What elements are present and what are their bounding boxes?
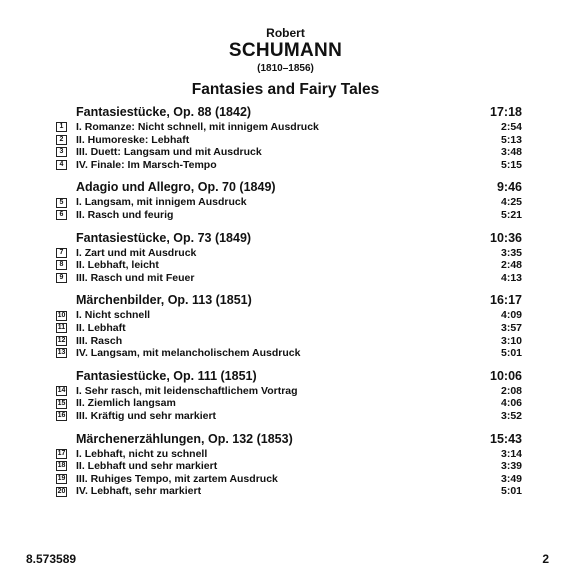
track-title: IV. Langsam, mit melancholischem Ausdruck: [76, 347, 301, 360]
track-number-box: 4: [56, 160, 67, 170]
track-number-box: 18: [57, 462, 66, 470]
track-title: III. Duett: Langsam und mit Ausdruck: [76, 146, 262, 159]
track-row: [56, 385, 522, 398]
track-duration: 5:13: [500, 133, 522, 146]
track-title: II. Rasch und feurig: [76, 208, 174, 221]
work-total-duration: 15:43: [490, 431, 522, 446]
track-number-box: 12: [57, 336, 66, 344]
track-number-box: 6: [56, 210, 67, 220]
album-title: Fantasies and Fairy Tales: [191, 81, 380, 98]
composer-first-name: Robert: [266, 26, 305, 40]
track-number-box: 1: [56, 122, 67, 132]
album-header: [0, 26, 571, 100]
track-row: [56, 485, 522, 498]
track-row: [56, 397, 522, 410]
work-heading: [76, 291, 522, 309]
track-duration: 5:01: [500, 347, 522, 360]
track-number-box: 9: [56, 273, 67, 283]
work-title: Märchenerzählungen, Op. 132 (1853): [76, 431, 293, 446]
track-duration: 5:01: [500, 485, 522, 498]
work-title: Fantasiestücke, Op. 88 (1842): [76, 105, 252, 119]
work-total-duration: 10:06: [490, 368, 522, 383]
track-title: II. Ziemlich langsam: [76, 397, 176, 410]
track-duration: 2:48: [500, 259, 522, 272]
track-title: II. Lebhaft und sehr markiert: [76, 460, 218, 473]
composer-dates: (1810–1856): [257, 63, 314, 74]
track-duration: 4:25: [500, 196, 522, 209]
track-number-box: 3: [56, 147, 67, 157]
work-section: [56, 367, 522, 423]
track-title: IV. Lebhaft, sehr markiert: [76, 485, 202, 498]
track-title: I. Nicht schnell: [76, 309, 151, 322]
track-row: [56, 272, 522, 285]
track-number-box: 16: [57, 412, 66, 420]
work-total-duration: 9:46: [496, 180, 522, 195]
track-title: III. Kräftig und sehr markiert: [76, 409, 217, 422]
track-row: [56, 460, 522, 473]
track-number-box: 10: [57, 311, 66, 319]
track-duration: 3:49: [500, 472, 522, 485]
track-number-box: 19: [57, 474, 66, 482]
track-title: I. Langsam, mit innigem Ausdruck: [76, 196, 247, 209]
track-number-box: 15: [57, 399, 66, 407]
track-row: [56, 134, 522, 147]
track-row: [56, 335, 522, 348]
track-number-box: 7: [56, 248, 67, 258]
track-duration: 5:21: [500, 208, 522, 221]
catalog-number: 8.573589: [26, 552, 77, 566]
track-row: [56, 347, 522, 360]
track-row: [56, 259, 522, 272]
work-title: Fantasiestücke, Op. 73 (1849): [76, 230, 252, 245]
track-title: II. Lebhaft: [76, 321, 126, 334]
work-heading: [76, 229, 522, 247]
track-title: I. Lebhaft, nicht zu schnell: [76, 447, 208, 460]
track-duration: 3:39: [500, 460, 522, 473]
track-row: [56, 159, 522, 172]
track-duration: 4:13: [500, 271, 522, 284]
work-title: Fantasiestücke, Op. 111 (1851): [76, 368, 257, 383]
track-number-box: 17: [57, 449, 66, 457]
work-heading: [76, 367, 522, 385]
track-title: IV. Finale: Im Marsch-Tempo: [76, 158, 217, 171]
track-number-box: 13: [57, 349, 66, 357]
track-row: [56, 209, 522, 222]
track-duration: 5:15: [500, 158, 522, 171]
track-title: III. Ruhiges Tempo, mit zartem Ausdruck: [76, 472, 278, 485]
track-number-box: 11: [57, 324, 66, 332]
track-row: [56, 121, 522, 134]
track-title: I. Sehr rasch, mit leidenschaftlichem Vortrag: [76, 384, 298, 397]
track-number-box: 14: [57, 387, 66, 395]
work-total-duration: 10:36: [490, 230, 522, 245]
track-title: III. Rasch und mit Feuer: [76, 271, 195, 284]
track-duration: 3:35: [500, 246, 522, 259]
track-row: [56, 448, 522, 461]
track-duration: 3:52: [500, 409, 522, 422]
track-number-box: 20: [57, 487, 66, 495]
work-section: [56, 229, 522, 285]
track-title: III. Rasch: [76, 334, 123, 347]
track-row: [56, 410, 522, 423]
track-duration: 3:10: [500, 334, 522, 347]
track-duration: 2:54: [500, 121, 522, 133]
composer-last-name: SCHUMANN: [228, 40, 343, 61]
work-heading: [76, 430, 522, 448]
track-row: [56, 322, 522, 335]
track-row: [56, 309, 522, 322]
track-duration: 4:09: [500, 309, 522, 322]
track-duration: 2:08: [500, 384, 522, 397]
track-number-box: 2: [56, 135, 67, 145]
track-number-box: 5: [56, 198, 67, 208]
track-title: I. Zart und mit Ausdruck: [76, 246, 197, 259]
track-row: [56, 247, 522, 260]
work-heading: [76, 178, 522, 196]
track-duration: 4:06: [500, 397, 522, 410]
work-section: [56, 291, 522, 359]
track-duration: 3:57: [500, 321, 522, 334]
track-row: [56, 146, 522, 159]
page-number: 2: [542, 552, 549, 566]
work-title: Adagio und Allegro, Op. 70 (1849): [76, 180, 276, 195]
work-section: [56, 103, 522, 171]
work-heading: [76, 103, 522, 121]
track-row: [56, 196, 522, 209]
work-section: [56, 430, 522, 498]
track-title: I. Romanze: Nicht schnell, mit innigem Ausdruck: [76, 121, 319, 133]
track-number-box: 8: [56, 260, 67, 270]
track-row: [56, 473, 522, 486]
work-section: [56, 178, 522, 221]
track-listing: [56, 103, 522, 505]
work-total-duration: 17:18: [490, 105, 522, 119]
track-duration: 3:48: [500, 146, 522, 159]
track-duration: 3:14: [500, 447, 522, 460]
track-title: II. Humoreske: Lebhaft: [76, 133, 190, 146]
work-total-duration: 16:17: [490, 293, 522, 308]
work-title: Märchenbilder, Op. 113 (1851): [76, 293, 252, 308]
track-title: II. Lebhaft, leicht: [76, 259, 159, 272]
